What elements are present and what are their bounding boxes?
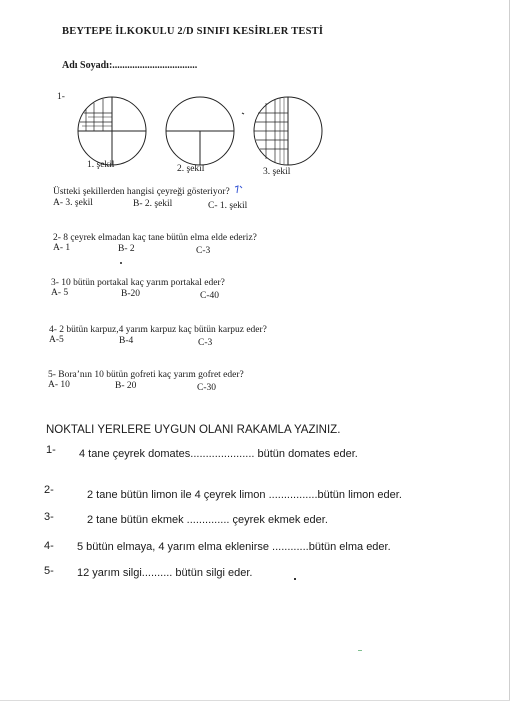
name-field-label: Adı Soyadı:.................................. bbox=[62, 60, 198, 71]
q2-option-b[interactable]: B- 2 bbox=[118, 244, 135, 254]
fill-item-4-text[interactable]: 5 bütün elmaya, 4 yarım elma eklenirse ............bütün elma eder. bbox=[77, 541, 391, 553]
figure-2-circle bbox=[166, 97, 234, 165]
speck-1 bbox=[294, 578, 296, 580]
q3-option-c[interactable]: C-40 bbox=[200, 291, 219, 301]
q1-number: 1- bbox=[57, 92, 65, 102]
section2-heading: NOKTALI YERLERE UYGUN OLANI RAKAMLA YAZINIZ. bbox=[46, 424, 341, 436]
q1-question: Üstteki şekillerden hangisi çeyreği gösteriyor? bbox=[53, 187, 230, 197]
q5-option-c[interactable]: C-30 bbox=[197, 383, 216, 393]
q5-option-a[interactable]: A- 10 bbox=[48, 380, 70, 390]
page-title: BEYTEPE İLKOKULU 2/D SINIFI KESİRLER TESTİ bbox=[62, 26, 324, 37]
fill-item-3-number: 3- bbox=[44, 511, 54, 523]
q5-option-b[interactable]: B- 20 bbox=[115, 381, 137, 391]
fill-item-2-number: 2- bbox=[44, 484, 54, 496]
figure-3-label: 3. şekil bbox=[263, 167, 291, 177]
fill-item-4-number: 4- bbox=[44, 540, 54, 552]
q2-option-c[interactable]: C-3 bbox=[196, 246, 211, 256]
stray-mark bbox=[242, 113, 244, 114]
fill-item-1-number: 1- bbox=[46, 444, 56, 456]
figure-2-label: 2. şekil bbox=[177, 164, 205, 174]
fill-item-5-number: 5- bbox=[44, 565, 54, 577]
q2-option-a[interactable]: A- 1 bbox=[53, 243, 71, 253]
fill-item-1-text[interactable]: 4 tane çeyrek domates..................... bütün domates eder. bbox=[79, 448, 358, 460]
q1-option-b[interactable]: B- 2. şekil bbox=[133, 199, 173, 209]
q4-option-b[interactable]: B-4 bbox=[119, 336, 134, 346]
q1-option-c[interactable]: C- 1. şekil bbox=[208, 201, 248, 211]
q1-option-a[interactable]: A- 3. şekil bbox=[53, 198, 93, 208]
q4-option-c[interactable]: C-3 bbox=[198, 338, 213, 348]
q4-question: 4- 2 bütün karpuz,4 yarım karpuz kaç bütün karpuz eder? bbox=[49, 325, 267, 335]
figure-1-label: 1. şekil bbox=[87, 160, 115, 170]
q5-question: 5- Bora’nın 10 bütün gofreti kaç yarım gofret eder? bbox=[48, 370, 244, 380]
q2-question: 2- 8 çeyrek elmadan kaç tane bütün elma elde ederiz? bbox=[53, 233, 257, 243]
speck-3 bbox=[120, 262, 122, 264]
figure-3-circle bbox=[254, 97, 322, 165]
blue-pen-mark bbox=[234, 184, 244, 196]
fill-item-3-text[interactable]: 2 tane bütün ekmek .............. çeyrek ekmek eder. bbox=[87, 514, 328, 526]
q4-option-a[interactable]: A-5 bbox=[49, 335, 64, 345]
fill-item-2-text[interactable]: 2 tane bütün limon ile 4 çeyrek limon ................bütün limon eder. bbox=[87, 489, 402, 501]
q1-figures bbox=[70, 95, 330, 170]
speck-2 bbox=[358, 650, 362, 651]
q3-option-a[interactable]: A- 5 bbox=[51, 288, 69, 298]
fill-item-5-text[interactable]: 12 yarım silgi.......... bütün silgi eder. bbox=[77, 567, 253, 579]
figure-1-circle bbox=[78, 97, 146, 165]
q3-option-b[interactable]: B-20 bbox=[121, 289, 140, 299]
q3-question: 3- 10 bütün portakal kaç yarım portakal eder? bbox=[51, 278, 225, 288]
